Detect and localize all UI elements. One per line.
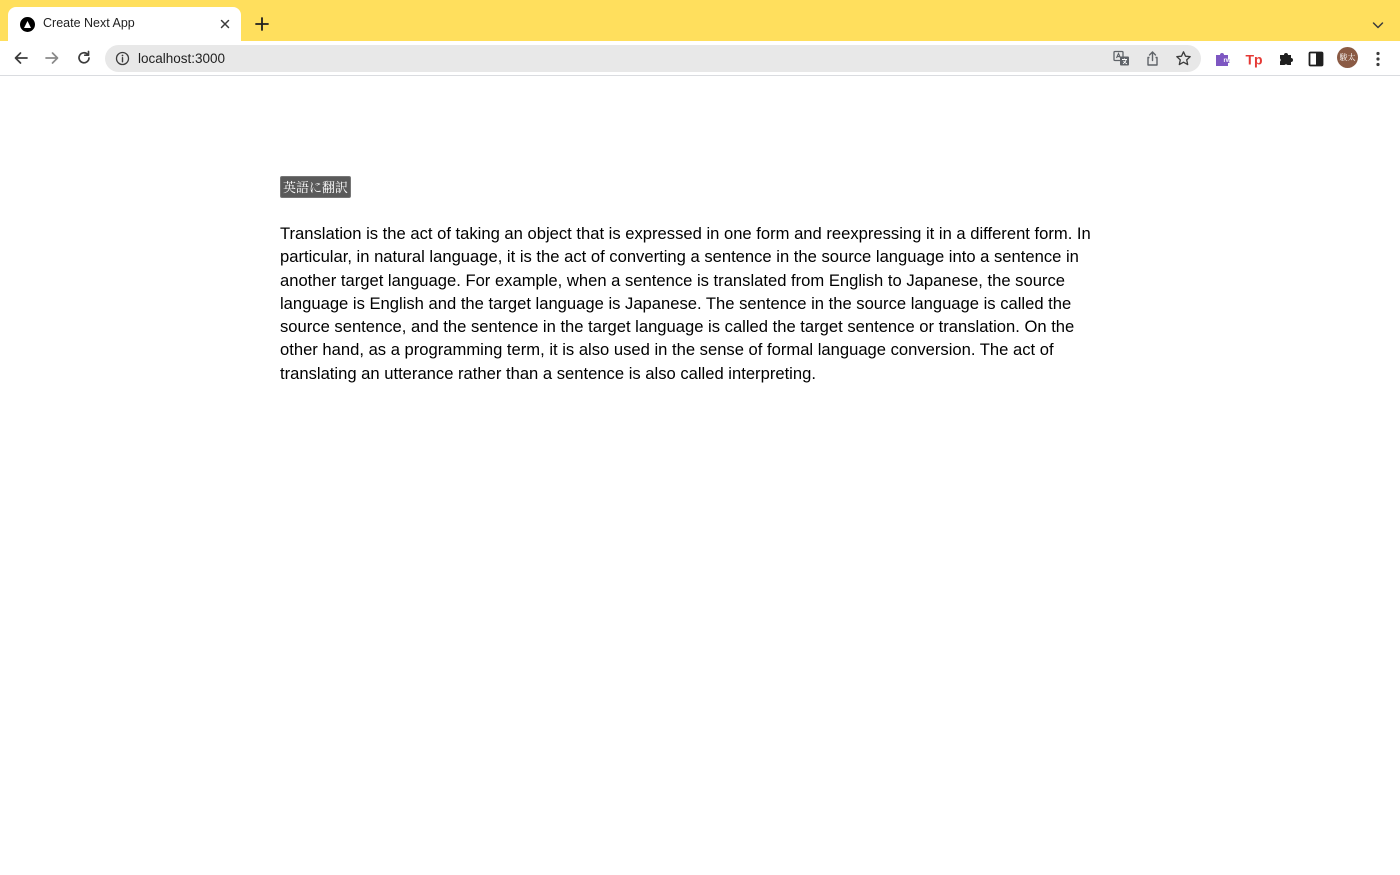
address-bar[interactable]	[105, 45, 1201, 72]
page-content	[0, 77, 1400, 875]
side-panel-icon[interactable]	[1307, 50, 1325, 68]
back-icon[interactable]	[12, 49, 30, 67]
svg-text:Tp: Tp	[1245, 51, 1263, 68]
new-tab-plus-icon[interactable]	[253, 15, 271, 33]
site-info-icon[interactable]	[115, 51, 130, 66]
chrome-menu-icon[interactable]	[1370, 50, 1386, 68]
translate-icon[interactable]	[1113, 50, 1130, 67]
active-tab[interactable]	[8, 7, 241, 41]
share-icon[interactable]	[1144, 50, 1161, 67]
browser-toolbar	[0, 41, 1400, 76]
tab-strip	[0, 0, 1400, 41]
extensions-puzzle-icon[interactable]	[1277, 50, 1295, 68]
close-icon[interactable]	[217, 16, 233, 32]
translation-paragraph: Translation is the act of taking an object that is expressed in one form and reexpressing it in a different form. In particular, in natural language, it is the act of converting a sentence in the source language into a sentence in another target language. For example, when a sentence is translated from English to Japanese, the source language is English and the target language is Japanese. The sentence in the source language is called the source sentence, and the sentence in the target language is called the target sentence or translation. On the other hand, as a programming term, it is also used in the sense of formal language conversion. The act of translating an utterance rather than a sentence is also called interpreting.	[280, 224, 1091, 383]
reload-icon[interactable]	[75, 49, 93, 67]
url-text[interactable]: localhost:3000	[138, 51, 226, 66]
profile-avatar[interactable]: 駿太	[1337, 47, 1358, 68]
svg-text:rw: rw	[1223, 58, 1231, 64]
chevron-down-icon[interactable]	[1370, 17, 1386, 33]
nextjs-triangle-icon	[20, 17, 35, 32]
bookmark-star-icon[interactable]	[1175, 50, 1192, 67]
forward-icon[interactable]	[43, 49, 61, 67]
tab-title: Create Next App	[43, 16, 135, 30]
translate-to-english-button[interactable]: 英語に翻訳	[280, 176, 351, 198]
tp-extension-icon[interactable]	[1245, 50, 1263, 68]
rw-extension-icon[interactable]	[1214, 50, 1232, 68]
